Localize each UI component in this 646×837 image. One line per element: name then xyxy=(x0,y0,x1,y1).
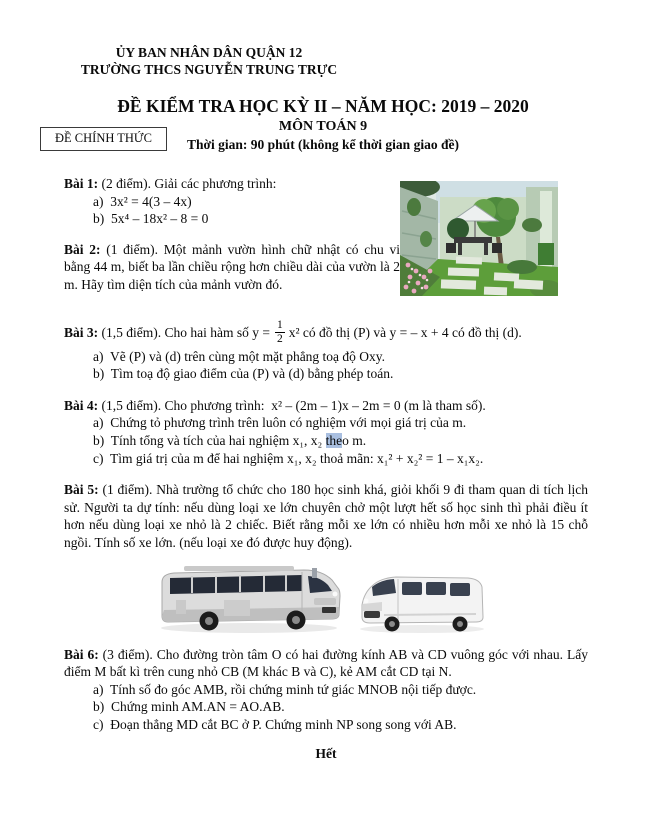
garden-courtyard-photo xyxy=(400,181,558,296)
problem-4 xyxy=(64,397,588,467)
fraction-numerator: 1 xyxy=(275,319,285,333)
problem-6-text: (3 điểm). Cho đường tròn tâm O có hai đường kính AB và CD vuông góc với nhau. Lấy điểm M bất kì trên cung nhỏ CB (M khác B và C), kẻ AM cắt CD tại N. xyxy=(64,646,588,680)
problem-4-item-c: c) Tìm giá trị của m để hai nghiệm x₁, x₂ thoả mãn: x₁² + x₂² = 1 – x₁x₂. xyxy=(93,450,484,466)
problem-3-label: Bài 3: xyxy=(64,324,99,340)
problem-5 xyxy=(64,481,588,551)
org-line-1: ỦY BAN NHÂN DÂN QUẬN 12 xyxy=(115,45,303,60)
fraction-one-half xyxy=(275,319,285,346)
problem-4-text: (1,5 điểm). Cho phương trình: x² – (2m – 1)x – 2m = 0 (m là tham số). xyxy=(98,397,486,413)
problem-6-intro xyxy=(64,646,588,681)
vehicles-photo xyxy=(154,559,588,634)
problem-4-intro xyxy=(64,397,588,415)
problem-6 xyxy=(64,646,588,734)
problem-4-item-b-post: o m. xyxy=(342,432,367,448)
problem-2-text: (1 điểm). Một mảnh vườn hình chữ nhật có chu vi bằng 44 m, biết ba lần chiều rộng hơn chiều dài của vườn là 2 m. Hãy tìm diện tích của mảnh vườn đó. xyxy=(64,241,400,292)
problem-3-text-after-fraction: x² có đồ thị (P) và y = – x + 4 có đồ thị (d). xyxy=(288,324,522,340)
problem-6-item-a: a) Tính số đo góc AMB, rồi chứng minh tứ giác MNOB nội tiếp được. xyxy=(93,681,477,697)
problem-6-item-c: c) Đoạn thẳng MD cắt BC ở P. Chứng minh NP song song với AB. xyxy=(93,716,457,732)
problem-1-item-a: a) 3x² = 4(3 – 4x) xyxy=(93,193,192,209)
problem-4-label: Bài 4: xyxy=(64,397,99,413)
problem-6-label: Bài 6: xyxy=(64,646,99,662)
problem-4-item-b-pre: b) Tính tổng và tích của hai nghiệm x₁, x₂ xyxy=(93,432,326,448)
subject-line: MÔN TOÁN 9 xyxy=(278,119,368,134)
duration-line: Thời gian: 90 phút (không kể thời gian giao đề) xyxy=(187,137,459,152)
organization-block xyxy=(34,45,384,78)
garden-photo-graphic xyxy=(400,181,558,296)
problem-5-label: Bài 5: xyxy=(64,482,99,498)
fraction-denominator: 2 xyxy=(276,333,283,346)
problem-2-label: Bài 2: xyxy=(64,241,101,257)
problem-3 xyxy=(64,318,588,383)
problem-1-label: Bài 1: xyxy=(64,176,99,191)
official-exam-badge-label: ĐỀ CHÍNH THỨC xyxy=(55,131,152,145)
official-exam-badge xyxy=(40,127,167,151)
problem-4-item-b xyxy=(64,432,588,450)
problem-1-intro xyxy=(64,175,400,193)
problem-1-item-b: b) 5x⁴ – 18x² – 8 = 0 xyxy=(93,211,209,227)
end-of-exam-label: Hết xyxy=(315,746,337,762)
problem-2-intro xyxy=(64,241,400,294)
problem-5-intro xyxy=(64,481,588,551)
small-minibus-photo xyxy=(356,571,489,634)
exam-title: ĐỀ KIỂM TRA HỌC KỲ II – NĂM HỌC: 2019 – 2020 xyxy=(117,96,529,116)
problem-6-item-b: b) Chứng minh AM.AN = AO.AB. xyxy=(93,699,285,715)
large-coach-bus-photo xyxy=(154,560,344,634)
problem-4-item-b-selected-text: the xyxy=(325,432,343,448)
problem-3-text-before-fraction: (1,5 điểm). Cho hai hàm số y = xyxy=(98,324,270,340)
problem-4-item-a: a) Chứng tỏ phương trình trên luôn có nghiệm với mọi giá trị của m. xyxy=(93,415,467,431)
org-line-2: TRƯỜNG THCS NGUYỄN TRUNG TRỰC xyxy=(80,61,338,77)
problem-3-item-b: b) Tìm toạ độ giao điểm của (P) và (d) bằng phép toán. xyxy=(93,366,394,382)
problem-5-text: (1 điểm). Nhà trường tổ chức cho 180 học sinh khá, giỏi khối 9 đi tham quan di tích lịch sử. Người ta dự tính: nếu dùng loại xe lớn chuyên chở một lượt hết số học sinh thì phải điều ít hơn nếu dùng loại xe nhỏ là 2 chiếc. Biết rằng mỗi xe lớn có nhiều hơn mỗi xe nhỏ là 15 chỗ ngồi. Tính số xe lớn. (nếu loại xe đó được huy động). xyxy=(64,482,588,550)
problem-3-item-a: a) Vẽ (P) và (d) trên cùng một mặt phẳng toạ độ Oxy. xyxy=(93,348,386,364)
problem-1-text: (2 điểm). Giải các phương trình: xyxy=(98,176,277,191)
problem-3-intro xyxy=(64,318,588,348)
